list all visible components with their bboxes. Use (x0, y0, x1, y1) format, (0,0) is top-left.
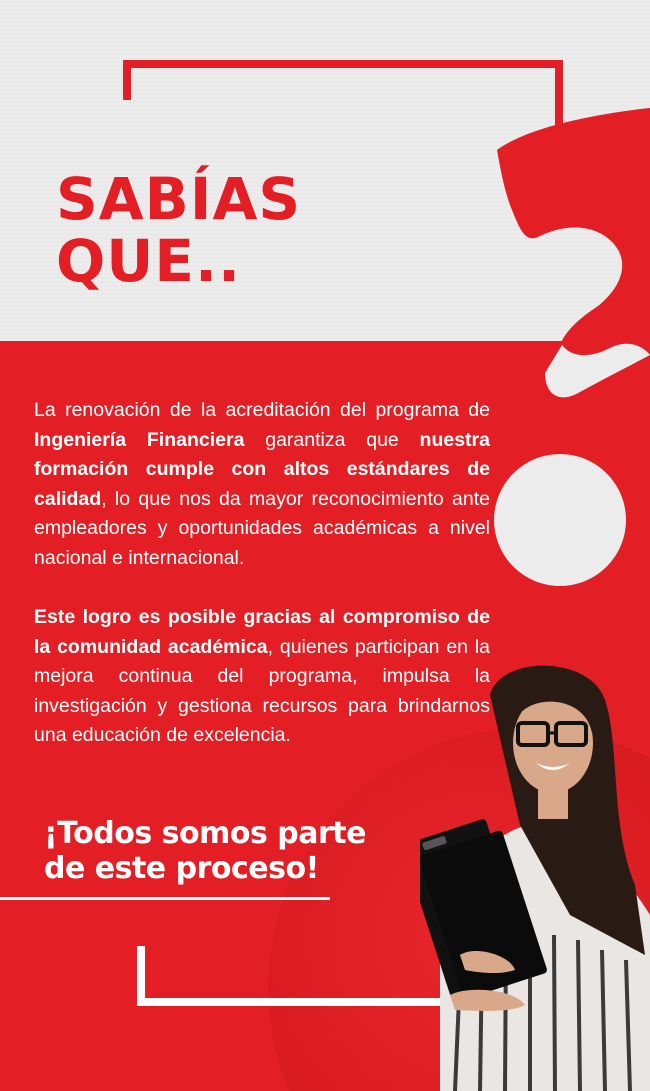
frame-bottom-line (137, 998, 461, 1006)
title-line-1: SABÍAS (56, 165, 302, 233)
slogan-line-2: de este proceso! (44, 851, 319, 886)
frame-bottom-left-line (137, 946, 145, 1006)
slogan-line-1: ¡Todos somos parte (44, 816, 366, 851)
slogan (44, 816, 366, 886)
paragraph1-bold-1: Ingeniería Financiera (34, 428, 245, 451)
title-line-2: QUE.. (56, 227, 242, 295)
frame-top-left-line (123, 60, 131, 100)
paragraph1-text-2: garantiza que (244, 428, 420, 451)
paragraph1-text-3: , lo que nos da mayor reconocimiento ante empleadores y oportunidades académicas a nivel nacional e internacional. (34, 487, 490, 569)
paragraph-accreditation (34, 396, 490, 573)
page-title (56, 165, 302, 295)
paragraph2-text-1: , quienes participan en la mejora continua del programa, impulsa la investigación y gestiona recursos para brindarnos una educación de excelencia. (34, 635, 490, 746)
frame-top-line (123, 60, 563, 68)
student-photo (420, 655, 650, 1091)
frame-top-right-line (555, 60, 563, 132)
paragraph1-text-1: La renovación de la acreditación del programa de (34, 399, 490, 421)
paragraph2-bold-1: Este logro es posible gracias al compromiso de la comunidad académica (34, 606, 490, 658)
slogan-underline (0, 897, 330, 900)
paragraph1-bold-2: nuestra formación cumple con altos estándares de calidad (34, 428, 490, 510)
